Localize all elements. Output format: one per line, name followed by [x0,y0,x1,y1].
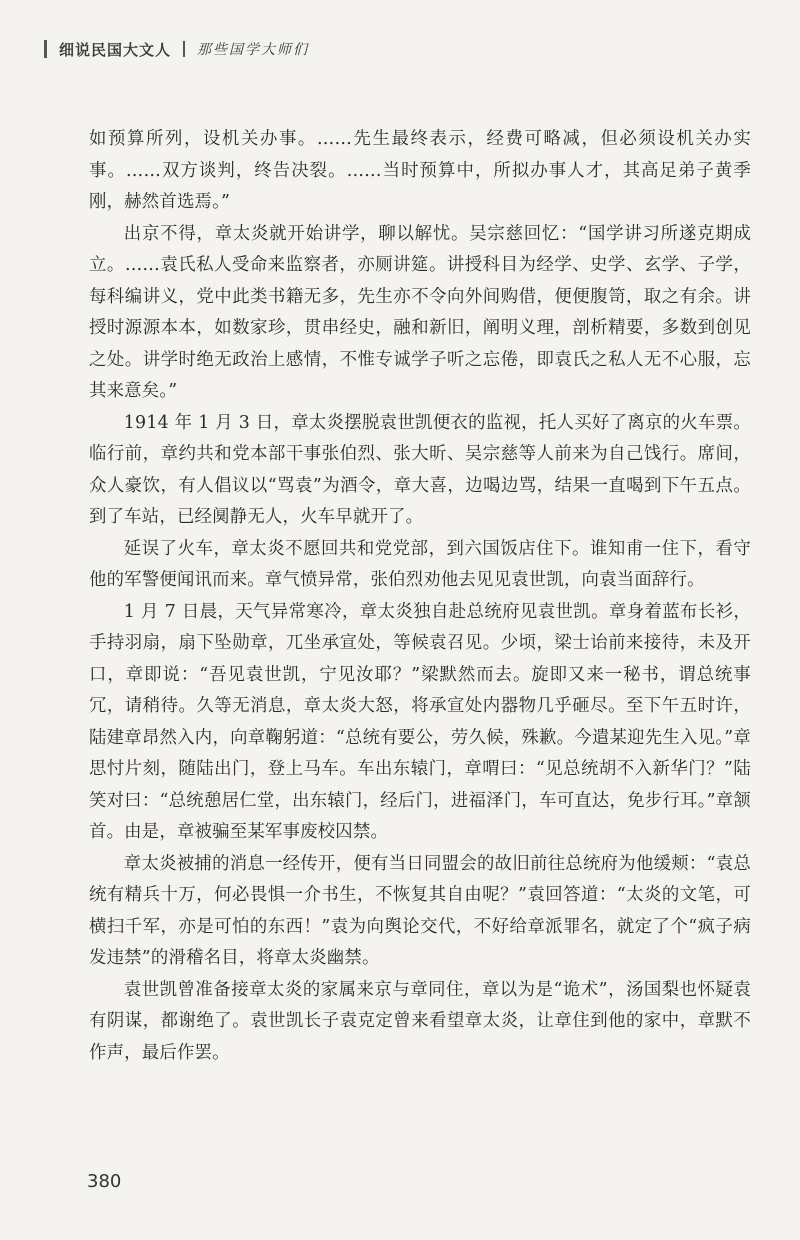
paragraph: 1 月 7 日晨，天气异常寒冷，章太炎独自赴总统府见袁世凯。章身着蓝布长衫，手持羽扇，扇下坠勋章，兀坐承宣处，等候袁召见。少顷，梁士诒前来接待，未及开口，章即说：“吾见袁世凯，宁见汝耶？”梁默然而去。旋即又来一秘书，谓总统事冗，请稍待。久等无消息，章太炎大怒，将承宣处内器物几乎砸尽。至下午五时许，陆建章昂然入内，向章鞠躬道：“总统有要公，劳久候，殊歉。今遣某迎先生入见。”章思忖片刻，随陆出门，登上马车。车出东辕门，章喟曰：“见总统胡不入新华门？”陆笑对曰：“总统憩居仁堂，出东辕门，经后门，进福泽门，车可直达，免步行耳。”章颔首。由是，章被骗至某军事废校囚禁。 [89,601,751,842]
paragraph: 1914 年 1 月 3 日，章太炎摆脱袁世凯便衣的监视，托人买好了离京的火车票。临行前，章约共和党本部干事张伯烈、张大昕、吴宗慈等人前来为自己饯行。席间，众人豪饮，有人倡议以“骂袁”为酒令，章大喜，边喝边骂，结果一直喝到下午五点。到了车站，已经阒静无人，火车早就开了。 [89,412,751,527]
paragraph: 袁世凯曾准备接章太炎的家属来京与章同住，章以为是“诡术”，汤国梨也怀疑袁有阴谋，都谢绝了。袁世凯长子袁克定曾来看望章太炎，让章住到他的家中，章默不作声，最后作罢。 [89,979,751,1063]
paragraph: 章太炎被捕的消息一经传开，便有当日同盟会的故旧前往总统府为他缓颊：“袁总统有精兵十万，何必畏惧一介书生，不恢复其自由呢？”袁回答道：“太炎的文笔，可横扫千军，亦是可怕的东西！”袁为向舆论交代，不好给章派罪名，就定了个“疯子病发违禁”的滑稽名目，将章太炎幽禁。 [89,853,751,968]
book-title: 细说民国大文人 [59,40,172,59]
paragraph: 出京不得，章太炎就开始讲学，聊以解忧。吴宗慈回忆：“国学讲习所遂克期成立。……袁氏私人受命来监察者，亦厕讲筵。讲授科目为经学、史学、玄学、子学，每科编讲义，党中此类书籍无多，先生亦不令向外间购借，便便腹笥，取之有余。讲授时源源本本，如数家珍，贯串经史，融和新旧，阐明义理，剖析精要，多数到创见之处。讲学时绝无政治上感情，不惟专诚学子听之忘倦，即袁氏之私人无不心服，忘其来意矣。” [89,223,751,401]
running-header [44,36,309,62]
page-number: 380 [87,1171,122,1192]
body-text [89,124,751,1069]
chapter-title: 那些国学大师们 [197,42,310,58]
paragraph: 延误了火车，章太炎不愿回共和党党部，到六国饭店住下。谁知甫一住下，看守他的军警便闻讯而来。章气愤异常，张伯烈劝他去见见袁世凯，向袁当面辞行。 [89,538,751,590]
paragraph-continued: 如预算所列，设机关办事。……先生最终表示，经费可略减，但必须设机关办实事。……双方谈判，终告决裂。……当时预算中，所拟办事人才，其高足弟子黄季刚，赫然首选焉。” [89,129,751,212]
header-separator-rule [183,41,185,57]
header-left-rule [44,40,47,58]
